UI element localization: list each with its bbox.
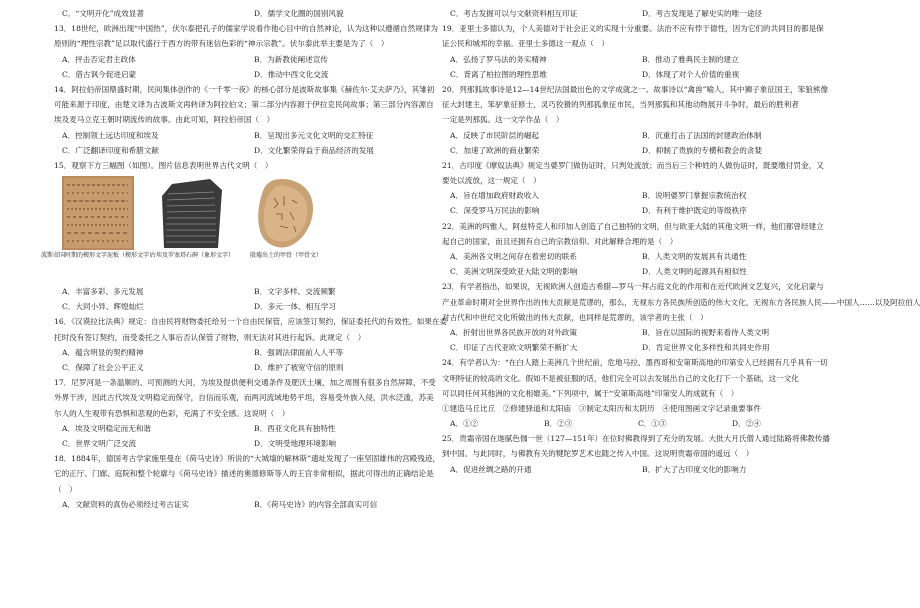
option-d: D．人类文明的起源具有相似性 (642, 267, 747, 277)
question-13 (54, 21, 438, 82)
option-d: D．维护了被宽守信的原则 (254, 363, 344, 372)
option-d: D．文化繁荣得益于商品经济的发展 (254, 145, 374, 155)
option-a: A．美洲各文明之间存在着密切的联系 (450, 252, 577, 261)
option-d: D．体现了对个人价值的重视 (642, 69, 740, 79)
rosetta-stone-figure (150, 176, 235, 280)
question-17 (54, 375, 438, 451)
question-text: 22．美洲的玛雅人，阿兹特克人和印加人创造了自己独特的文明，但与欧亚大陆的其他文明一样，他们都曾经建立 (442, 221, 824, 231)
option-a: A．控制领土远达印度和埃及 (62, 130, 159, 140)
option-d: D．有利于维护既定的等级秩序 (642, 206, 747, 216)
option-a: A．反映了市民阶层的崛起 (450, 130, 540, 140)
option-b: B．文字多样、交流频繁 (254, 287, 336, 297)
clay-tablet-figure (41, 176, 156, 280)
question-text: 埃及麦马立克王朝时期流传的故事。由此可知，阿拉伯帝国（ ） (54, 115, 275, 125)
option-b: B．人类文明的发展具有共通性 (642, 252, 747, 261)
option-c: C．①③ (638, 419, 667, 429)
option-b: B．西亚文化具有独特性 (254, 423, 336, 433)
question-text: 23．有学者指出，如果说，无视欧洲人创造古希腊—罗马一拜占庭文化的作用和在近代欧洲文艺复兴，文化启蒙与 (442, 282, 824, 292)
question-15 (41, 158, 438, 315)
question-25 (442, 431, 830, 477)
option-b: B．为新教徒阐述宣传 (254, 54, 328, 64)
option-a: A．丰富多彩、多元发展 (62, 287, 144, 297)
option-d: D．②④ (732, 419, 761, 429)
option-b: B．《荷马史诗》的内容全部真实可信 (254, 499, 378, 509)
option-d: D．肯定世界文化多样性和共同史作用 (642, 343, 770, 353)
question-text: 外界干涉，因此古代埃及文明稳定而保守，自信而乐观，而两河流域地势平坦，容易受外族入侵，洪水泛滥，苏美 (54, 393, 434, 403)
option-b: B．推动了雅典民主制的建立 (642, 54, 739, 64)
option-d: D．儒学文化圈的国别风貌 (254, 9, 344, 18)
question-22 (442, 219, 826, 280)
question-text: 证公民和城邦的幸福。亚里士多德这一观点（ ） (442, 39, 610, 49)
oracle-bone-figure (250, 176, 322, 280)
question-16 (54, 314, 448, 375)
option-c: C．“文明开化”成效显著 (62, 9, 144, 18)
question-text: 可以同任何其他洲的文化相媲美。”下列项中，属于“安第斯高地”印第安人的成就有（ ） (442, 388, 739, 398)
option-a: A．①② (450, 419, 479, 429)
option-c: C．背离了柏拉图的理性思维 (450, 69, 547, 79)
oracle-bone-image (250, 176, 322, 250)
option-a: A．促进丝绸之路的开通 (450, 464, 532, 474)
option-a: A．文献资料的真伪必须经过考古证实 (62, 499, 189, 509)
option-c: C．大同小异、辉煌灿烂 (62, 302, 144, 312)
option-b: B．沉重打击了法国的封建政治体制 (642, 130, 762, 140)
option-a: A．弘扬了罗马法的务实精神 (450, 54, 547, 64)
question-21 (442, 158, 826, 219)
option-c: C．借古讽今促进启蒙 (62, 69, 137, 79)
question-14 (54, 82, 438, 158)
question-text: 起自己的国家，而且还拥有自己的宗教信仰。对此解释合理的是（ ） (442, 236, 678, 246)
option-b: B．强调法律面前人人平等 (254, 347, 344, 357)
figure-row (41, 176, 438, 280)
question-text: 可能来源于印度，由楚文译为古波斯文再转译为阿拉伯文；第二部分内容源于伊拉克民间故事；第三部分内容源自 (54, 100, 434, 110)
question-text: 25．贵霜帝国在迦腻色伽一世（127—151年）在位时佛教得到了充分的发展。大批大月氏僧人通过陆路将佛教传播 (442, 434, 830, 444)
question-text: 要处以流放，这一规定（ ） (442, 176, 541, 186)
question-text: 尔人的人生观带有恐惧和悲观的色彩，充满了不安全感。这说明（ ） (54, 408, 290, 418)
question-text: 到中国。与此同时，与佛教有关的犍陀罗艺术也随之传入中国。这说明贵霜帝国的遥远（ ） (442, 449, 754, 459)
question-text: 13．18世纪，欧洲出现“中国热”，伏尔泰把孔子的儒家学说看作他心目中的自然神论，认为这种以遵循自然规律为 (54, 24, 438, 34)
numbered-items: ①建造马丘比丘 ②修建驿道和太阳庙 ③制定太阳历和太阴历 ④使用图画文字记录重要事件 (442, 403, 761, 413)
prev-question-options (54, 6, 438, 21)
option-d: D．抑制了贵族的专横和教会的贪婪 (642, 145, 762, 155)
question-19 (442, 21, 826, 82)
option-d: D．考古发现是了解史实的唯一途径 (642, 9, 762, 18)
option-c: C．加速了欧洲的商业繁荣 (450, 145, 540, 155)
option-a: A．旨在增加政府财政收入 (450, 191, 540, 201)
option-c: C．美洲文明深受欧亚大陆文明的影响 (450, 267, 578, 277)
question-text: 对古代和中世纪文化所做出的伟大贡献，也同样是荒谬的，该学者的主张（ ） (442, 312, 708, 322)
option-c: C．广泛翻译印度和希腊文献 (62, 145, 159, 155)
question-text: （ ） (54, 484, 77, 494)
question-text: 17．尼罗河是一条温顺的、可预测的大河，为埃及提供便利交通条件及肥沃土壤，加之周围有很多自然屏障，不受 (54, 378, 436, 388)
option-d: D．文明受地理环境影响 (254, 438, 337, 448)
question-text: 19．亚里士多德认为，个人美德对于社会正义的实现十分重要。法治不应有悖于德性，因为它们的共同目的都是保 (442, 24, 824, 34)
option-d: D．推动中西文化交流 (254, 69, 329, 79)
prev-question-options (442, 6, 826, 21)
option-a: A．埃及文明稳定而无和谐 (62, 423, 152, 433)
question-23 (442, 279, 920, 355)
option-d: D．多元一体、相互学习 (254, 302, 337, 312)
question-text: 产业革命时期对全世界作出的伟大贡献是荒谬的，那么，无视东方各民族所创造的伟大文化，无视东方各民族人民——中国人……以及阿拉伯人 (442, 297, 920, 307)
rosetta-stone-image (156, 176, 228, 250)
question-text: 征大封建主，笨驴象征修士，灵巧狡猾的列那狐象征市民，当列那狐和其他动物展开斗争时，最后的胜利者 (442, 100, 799, 110)
option-b: B．说明婆罗门掌握宗教统治权 (642, 191, 747, 201)
option-b: B．旨在以国际的视野来看待人类文明 (642, 327, 770, 337)
question-text: 一定是列那狐。这一文学作品（ ） (442, 115, 564, 125)
question-text: 原则的“理性宗教”足以取代盛行于西方的带有迷信色彩的“神示宗教”。伏尔泰此举主要是为了（ ） (54, 39, 389, 49)
option-a: A．蕴含明显的契约精神 (62, 347, 144, 357)
clay-tablet-image (62, 176, 134, 250)
right-column (442, 6, 920, 477)
option-b: B．扩大了古印度文化的影响力 (642, 464, 747, 474)
left-column (41, 6, 448, 512)
question-24 (442, 355, 826, 431)
option-b: B．呈现出多元文化文明的交汇特征 (254, 130, 374, 140)
figure-caption: 古埃及罗塞塔石碑（象形文字） (150, 252, 235, 260)
question-20 (442, 82, 829, 158)
question-text: 15．观察下方三幅图（如图）。图片信息表明世界古代文明（ ） (54, 160, 273, 170)
figure-caption: 殷墟出土的甲骨（甲骨文） (250, 252, 323, 260)
option-c: C．保障了社会公平正义 (62, 363, 144, 372)
question-text: 16．《汉谟拉比法典》规定：自由民将财物委托给另一个自由民保管，应该签订契约，保证委托代的有效性。如果在委 (54, 317, 448, 327)
question-text: 20．列那狐故事诗是12—14世纪法国最出色的文学成就之一。故事诗以“禽兽”喻人，其中狮子象征国王，笨狼熊像 (442, 84, 829, 94)
option-a: A．抨击否定君主政体 (62, 54, 136, 64)
question-text: 18．1884年，德国考古学家施里曼在《荷马史诗》所说的“大城墙的解林斯”遗址发现了一座坚固雄伟的宫殿残迹， (54, 454, 441, 464)
option-c: C．深受罗马万民法的影响 (450, 206, 540, 216)
question-text: 它的正厅、门廊、庭院和整个轮廓与《荷马史诗》描述的奥德修斯等人的王宫非常相似，据此可得出的正确结论是 (54, 469, 434, 479)
figure-caption: 波斯帝国时期的楔形文字泥板（楔形文字） (41, 252, 156, 260)
option-c: C．世界文明广泛交流 (62, 438, 137, 448)
question-18 (54, 451, 441, 512)
option-a: A．折射出世界各民族开放的对外政策 (450, 327, 577, 337)
question-text: 托时没有签订契约，而受委托之人事后否认保管了财物，则无法对其进行起诉。此规定（ ） (54, 332, 366, 342)
question-text: 21．古印度《摩奴法典》规定当婆罗门做伪证时，只判处流放；而当后三个种姓的人做伪证时，既要缴付罚金，又 (442, 160, 824, 170)
option-c: C．印证了古代亚欧文明繁荣不断扩大 (450, 343, 578, 353)
option-c: C．考古发掘可以与文献资料相互印证 (450, 9, 578, 18)
question-text: 24．有学者认为：“在白人踏上美洲几个世纪前，危地马拉、墨西哥和安第斯高地的印第安人已经拥有几乎具有一切 (442, 358, 828, 368)
question-text: 14．阿拉伯帝国鼎盛时期，民间集体创作的《一千零一夜》的核心部分是波斯故事集《赫佐尔·艾夫萨乃》，其雏初 (54, 84, 435, 94)
option-b: B．②③ (544, 419, 573, 429)
question-text: 文明特征的较高的文化。假如不是被征服的话，他们完全可以去发展出自己的文化打下一个基础，这一文化 (442, 373, 799, 383)
